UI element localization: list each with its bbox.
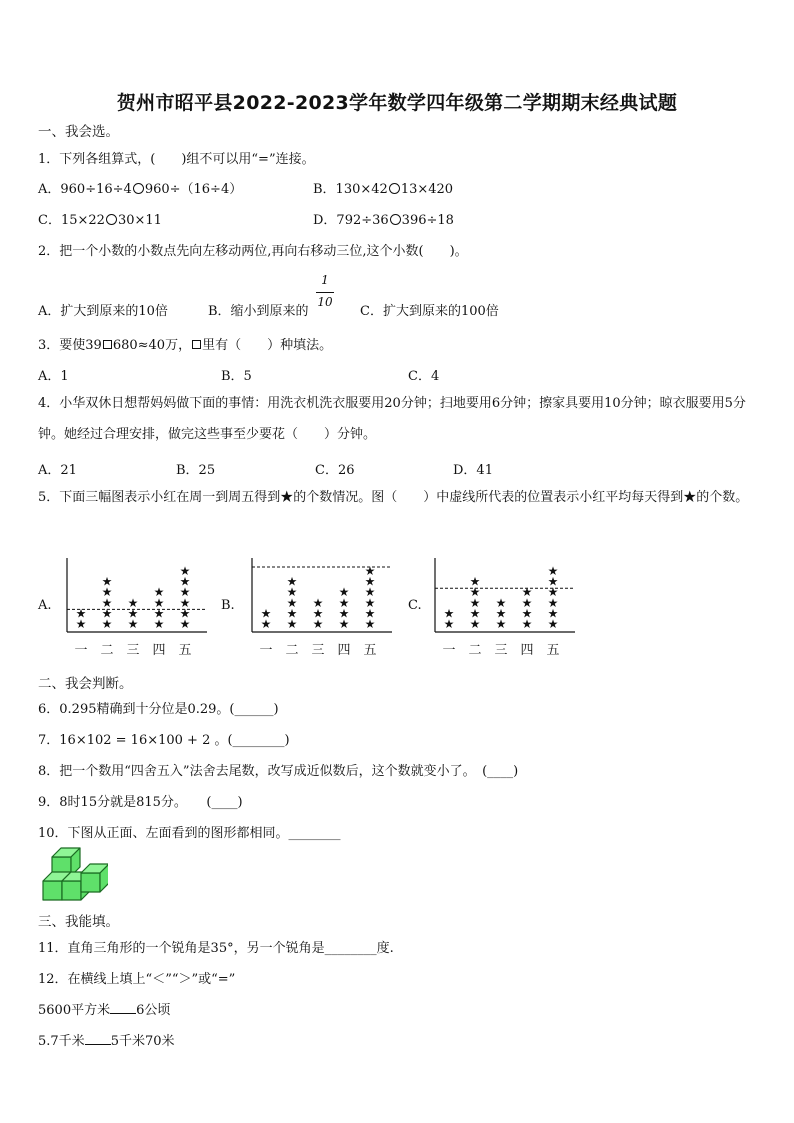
chart-a-label: A.	[38, 598, 52, 613]
category-label: 五	[178, 643, 192, 658]
fraction-bar	[316, 292, 334, 293]
star-mark: ★	[286, 606, 298, 621]
page-title: 贺州市昭平县2022-2023学年数学四年级第二学期期末经典试题	[116, 92, 678, 114]
star-mark: ★	[547, 617, 559, 631]
cube-icon	[81, 873, 100, 892]
category-label: 五	[546, 643, 560, 658]
star-mark: ★	[547, 585, 559, 600]
star-mark: ★	[153, 585, 165, 600]
question-3-stem: 3．要使39 680≈40万， 里有（ ）种填法。	[38, 338, 333, 353]
star-mark: ★	[364, 574, 376, 589]
star-mark: ★	[101, 595, 113, 610]
star-mark: ★	[443, 606, 455, 621]
q4-option-c: C．26	[315, 463, 355, 478]
question-6: 6．0.295精确到十分位是0.29。(______)	[38, 702, 279, 717]
pictograph-chart-b	[247, 556, 397, 661]
section-heading-3: 三、我能填。	[38, 914, 119, 930]
star-mark: ★	[286, 574, 298, 589]
star-mark: ★	[179, 574, 191, 589]
square-blank-icon	[192, 340, 201, 349]
circle-blank-icon	[389, 183, 400, 194]
star-mark: ★	[101, 585, 113, 600]
section-heading-1: 一、我会选。	[38, 124, 119, 140]
category-label: 二	[468, 643, 482, 658]
star-mark: ★	[547, 574, 559, 589]
star-mark: ★	[469, 595, 481, 610]
cube-icon	[43, 881, 62, 900]
q4-option-d: D．41	[453, 463, 493, 478]
star-mark: ★	[260, 617, 272, 631]
star-mark: ★	[75, 606, 87, 621]
star-mark: ★	[127, 606, 139, 621]
square-blank-icon	[103, 340, 112, 349]
circle-blank-icon	[106, 214, 117, 225]
star-mark: ★	[286, 617, 298, 631]
star-mark: ★	[286, 585, 298, 600]
q1-option-b: B．130×42 13×420	[313, 182, 454, 197]
q2-option-c: C．扩大到原来的100倍	[360, 304, 499, 319]
star-mark: ★	[153, 606, 165, 621]
star-mark: ★	[312, 617, 324, 631]
star-mark: ★	[179, 595, 191, 610]
category-label: 四	[152, 643, 166, 658]
star-mark: ★	[179, 606, 191, 621]
q3-option-c: C．4	[408, 369, 440, 384]
star-mark: ★	[469, 617, 481, 631]
category-label: 四	[337, 643, 351, 658]
question-5-stem: 5．下面三幅图表示小红在周一到周五得到★的个数情况。图（ ）中虚线所代表的位置表示小红平均每天得到★的个数。	[38, 490, 749, 505]
fraction-denominator: 10	[317, 295, 333, 309]
answer-blank[interactable]	[110, 1013, 136, 1014]
category-label: 二	[285, 643, 299, 658]
pictograph-chart-a	[62, 556, 212, 661]
category-label: 三	[311, 643, 325, 658]
star-mark: ★	[312, 595, 324, 610]
star-mark: ★	[153, 595, 165, 610]
star-mark: ★	[286, 595, 298, 610]
chart-c-label: C.	[408, 598, 422, 613]
star-mark: ★	[338, 585, 350, 600]
star-mark: ★	[521, 606, 533, 621]
question-8: 8．把一个数用“四舍五入”法舍去尾数，改写成近似数后，这个数就变小了。 (____)	[38, 764, 519, 779]
star-mark: ★	[312, 606, 324, 621]
star-mark: ★	[547, 564, 559, 578]
question-7: 7．16×102 = 16×100 + 2 。(________)	[38, 733, 290, 748]
question-12-line-2: 5.7千米 5千米70米	[38, 1034, 175, 1049]
q3-option-b: B．5	[221, 369, 252, 384]
star-mark: ★	[469, 606, 481, 621]
cube-icon	[62, 881, 81, 900]
q1-option-c: C．15×22 30×11	[38, 213, 162, 228]
star-mark: ★	[338, 606, 350, 621]
q4-option-a: A．21	[38, 463, 77, 478]
star-mark: ★	[260, 606, 272, 621]
star-mark: ★	[443, 617, 455, 631]
fraction-numerator: 1	[321, 273, 329, 287]
category-label: 五	[363, 643, 377, 658]
star-mark: ★	[127, 595, 139, 610]
star-mark: ★	[547, 595, 559, 610]
star-mark: ★	[101, 574, 113, 589]
star-mark: ★	[179, 617, 191, 631]
q2-option-a: A．扩大到原来的10倍	[38, 304, 168, 319]
star-mark: ★	[495, 606, 507, 621]
section-heading-2: 二、我会判断。	[38, 676, 133, 692]
q1-option-a: A．960÷16÷4 960÷（16÷4）	[38, 182, 243, 197]
question-12-line-1: 5600平方米 6公顷	[38, 1003, 171, 1018]
star-mark: ★	[179, 564, 191, 578]
question-11: 11．直角三角形的一个锐角是35°，另一个锐角是________度.	[38, 941, 394, 956]
circle-blank-icon	[390, 214, 401, 225]
pictograph-chart-c	[430, 556, 580, 661]
question-10: 10．下图从正面、左面看到的图形都相同。________	[38, 826, 341, 841]
cube-figure	[38, 847, 108, 905]
star-mark: ★	[338, 617, 350, 631]
star-mark: ★	[153, 617, 165, 631]
star-mark: ★	[521, 585, 533, 600]
answer-blank[interactable]	[85, 1044, 111, 1045]
question-1-stem: 1．下列各组算式，( )组不可以用“=”连接。	[38, 152, 315, 167]
category-label: 一	[259, 643, 273, 658]
star-mark: ★	[179, 585, 191, 600]
star-mark: ★	[469, 574, 481, 589]
star-mark: ★	[495, 617, 507, 631]
category-label: 一	[74, 643, 88, 658]
star-mark: ★	[521, 595, 533, 610]
q2-option-b: B．缩小到原来的	[208, 304, 309, 319]
q3-option-a: A．1	[38, 369, 69, 384]
star-mark: ★	[364, 564, 376, 578]
chart-b-label: B.	[221, 598, 235, 613]
category-label: 一	[442, 643, 456, 658]
star-mark: ★	[364, 606, 376, 621]
star-mark: ★	[75, 617, 87, 631]
category-label: 三	[494, 643, 508, 658]
question-2-stem: 2．把一个小数的小数点先向左移动两位,再向右移动三位,这个小数( )。	[38, 244, 468, 259]
star-mark: ★	[101, 606, 113, 621]
category-label: 三	[126, 643, 140, 658]
star-mark: ★	[521, 617, 533, 631]
category-label: 四	[520, 643, 534, 658]
q1-option-d: D．792÷36 396÷18	[313, 213, 454, 228]
star-mark: ★	[364, 595, 376, 610]
question-9: 9．8时15分就是815分。 (____)	[38, 795, 243, 810]
star-mark: ★	[469, 585, 481, 600]
star-mark: ★	[127, 617, 139, 631]
question-12-stem: 12．在横线上填上“＜”“＞”或“=”	[38, 972, 236, 987]
star-mark: ★	[495, 595, 507, 610]
star-mark: ★	[338, 595, 350, 610]
q4-option-b: B．25	[176, 463, 216, 478]
circle-blank-icon	[133, 183, 144, 194]
star-mark: ★	[101, 617, 113, 631]
star-mark: ★	[364, 617, 376, 631]
star-mark: ★	[364, 585, 376, 600]
category-label: 二	[100, 643, 114, 658]
question-4-stem: 4．小华双休日想帮妈妈做下面的事情：用洗衣机洗衣服要用20分钟；扫地要用6分钟；擦家具要用10分钟；晾衣服要用5分钟。她经过合理安排，做完这些事至少要花（ ）分钟。	[38, 396, 746, 442]
star-mark: ★	[547, 606, 559, 621]
